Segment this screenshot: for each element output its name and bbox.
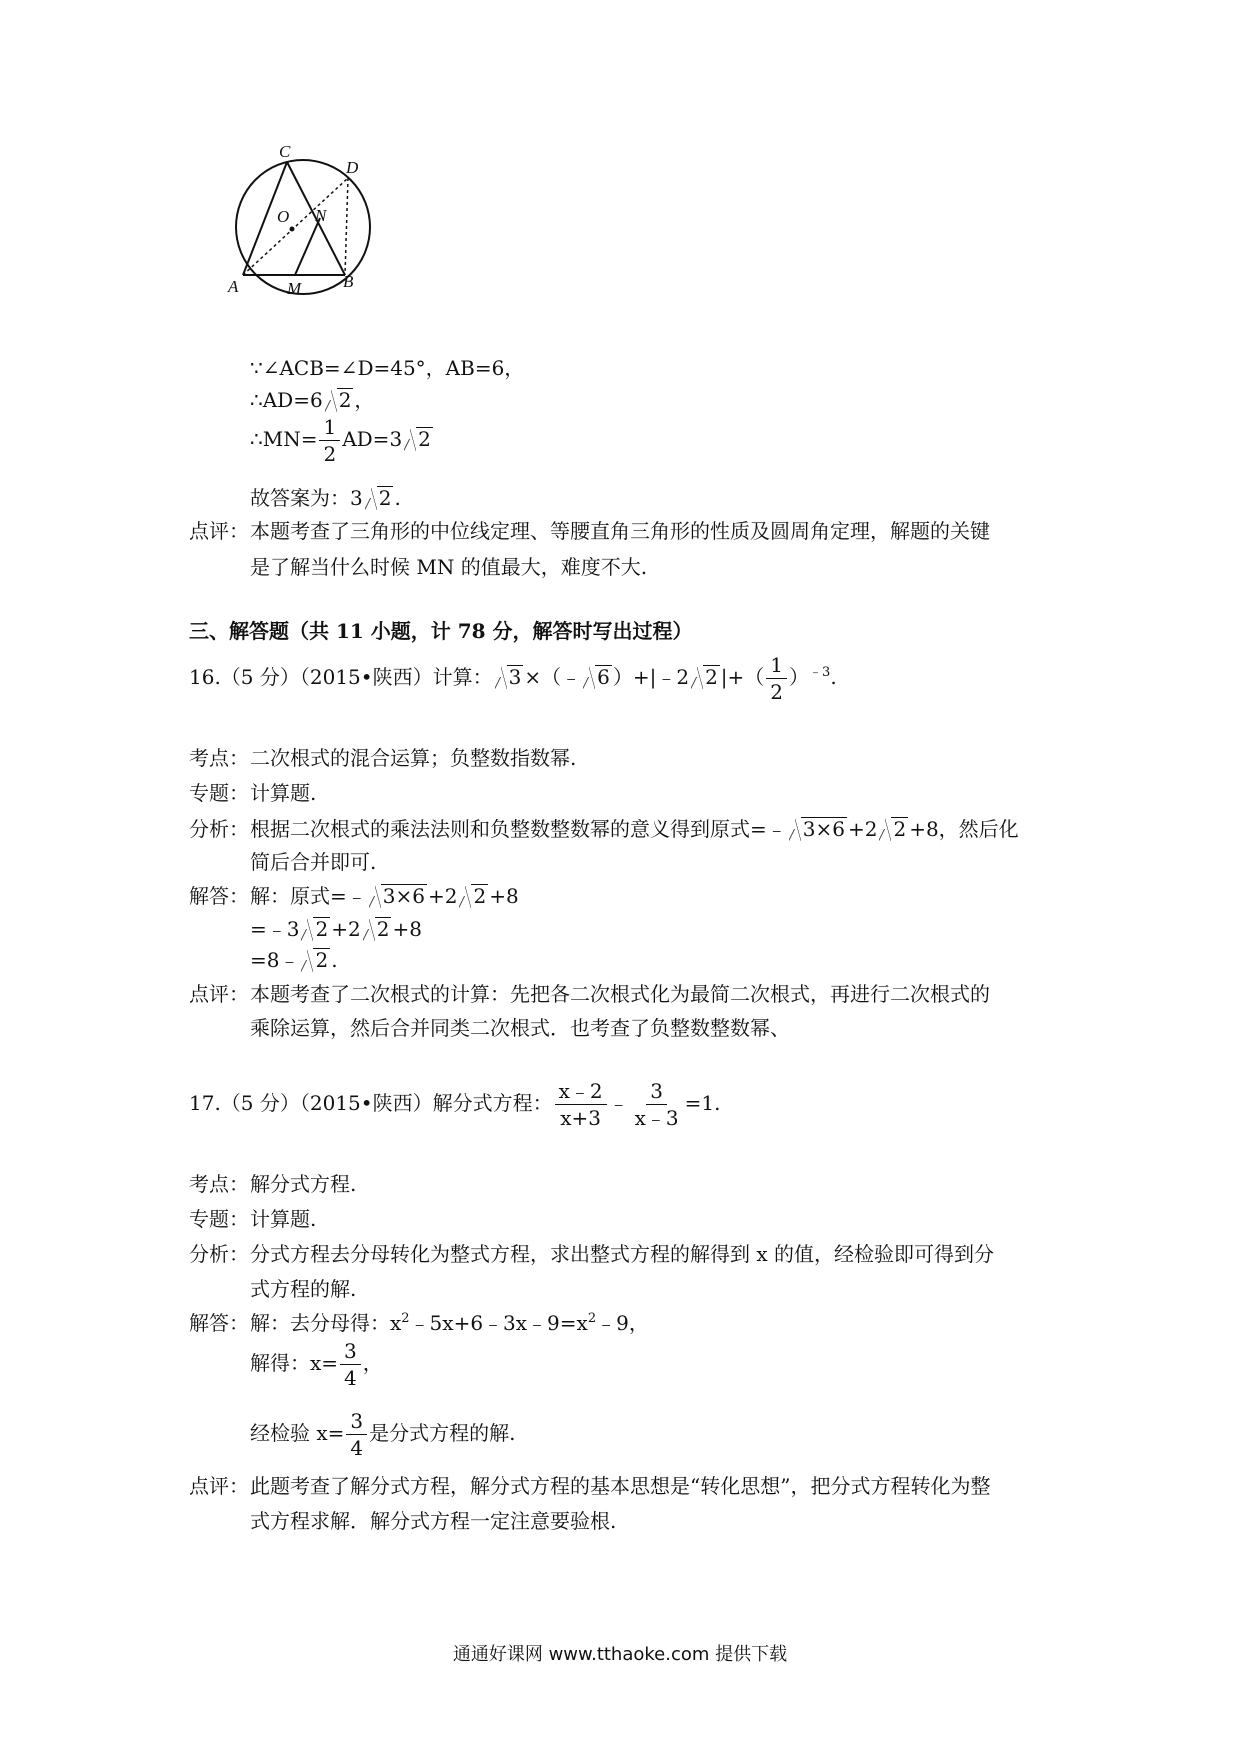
q16-solution-line-3: =8﹣ 2 . bbox=[250, 948, 338, 972]
q17-solution-line-3: 经检验 x= $\frac{3}{4}$ 是分式方程的解. bbox=[250, 1409, 516, 1460]
q16-solution-line-2: =﹣3 2 +2 2 +8 bbox=[250, 917, 422, 941]
prev-line-3: ∴MN= $\frac{1}{2}$ AD=3 2 bbox=[250, 415, 431, 466]
prev-comment-line-2: 是了解当什么时候 MN 的值最大，难度不大. bbox=[250, 555, 648, 579]
q16-jieda-label: 解答： bbox=[189, 884, 249, 908]
label-o: O bbox=[277, 207, 290, 226]
label-m: M bbox=[287, 279, 302, 298]
section-heading: 三、解答题（共 11 小题，计 78 分，解答时写出过程） bbox=[189, 619, 693, 643]
q16-zhuanti: 计算题. bbox=[250, 781, 317, 805]
prev-line-1: ∵∠ACB=∠D=45°，AB=6， bbox=[250, 356, 525, 380]
label-a: A bbox=[228, 277, 239, 296]
q16-kaodian-label: 考点： bbox=[189, 746, 249, 770]
q17-stem: 17.（5 分）（2015•陕西）解分式方程： $\frac{x﹣2}{x+3}$ ﹣ $\frac{3}{x﹣3}$ =1. bbox=[189, 1079, 721, 1130]
q17-dianping-line-1: 此题考查了解分式方程，解分式方程的基本思想是“转化思想”，把分式方程转化为整 bbox=[250, 1474, 991, 1498]
sqrt-symbol: 2 bbox=[301, 917, 330, 941]
fraction: $\frac{3}{4}$ bbox=[346, 1408, 367, 1461]
fraction: $\frac{1}{2}$ bbox=[319, 414, 340, 467]
q16-fenxi-line-1: 根据二次根式的乘法法则和负整数整数幂的意义得到原式=﹣ 3×6 +2 2 +8，然后化 bbox=[250, 817, 1019, 841]
q17-fenxi-label: 分析： bbox=[189, 1242, 249, 1266]
sqrt-symbol: 6 bbox=[583, 665, 612, 689]
prev-line-4: 故答案为：3 2 . bbox=[250, 486, 401, 510]
sqrt-symbol: 3 bbox=[495, 665, 524, 689]
q17-zhuanti-label: 专题： bbox=[189, 1207, 249, 1231]
fraction: $\frac{1}{2}$ bbox=[766, 652, 787, 705]
q16-kaodian: 二次根式的混合运算；负整数指数幂. bbox=[250, 746, 577, 770]
label-b: B bbox=[343, 272, 354, 291]
page-footer: 通通好课网 www.tthaoke.com 提供下载 bbox=[452, 1644, 788, 1665]
prev-comment-label: 点评： bbox=[189, 519, 249, 543]
sqrt-symbol: 3×6 bbox=[369, 884, 427, 908]
prev-comment-line-1: 本题考查了三角形的中位线定理、等腰直角三角形的性质及圆周角定理，解题的关键 bbox=[250, 519, 990, 543]
segment-ad-dotted bbox=[243, 178, 348, 275]
q17-fenxi-line-1: 分式方程去分母转化为整式方程，求出整式方程的解得到 x 的值，经检验即可得到分 bbox=[250, 1242, 994, 1266]
sqrt-symbol: 2 bbox=[691, 665, 720, 689]
sqrt-symbol: 2 bbox=[363, 917, 392, 941]
q17-zhuanti: 计算题. bbox=[250, 1207, 317, 1231]
q17-fenxi-line-2: 式方程的解. bbox=[250, 1277, 357, 1301]
label-d: D bbox=[346, 158, 359, 177]
q16-dianping-line-2: 乘除运算，然后合并同类二次根式．也考查了负整数整数幂、 bbox=[250, 1016, 790, 1040]
q17-kaodian-label: 考点： bbox=[189, 1172, 249, 1196]
q16-solution-line-1: 解：原式=﹣ 3×6 +2 2 +8 bbox=[250, 884, 519, 908]
fraction: $\frac{3}{4}$ bbox=[340, 1338, 361, 1391]
q16-fenxi-line-2: 简后合并即可. bbox=[250, 850, 377, 874]
sqrt-symbol: 2 bbox=[459, 884, 488, 908]
label-c: C bbox=[279, 142, 291, 161]
fraction: $\frac{x﹣2}{x+3}$ bbox=[555, 1078, 607, 1131]
sqrt-symbol: 2 bbox=[301, 948, 330, 972]
sqrt-symbol: 2 bbox=[325, 388, 354, 412]
q17-jieda-label: 解答： bbox=[189, 1311, 249, 1335]
center-point-o bbox=[290, 227, 295, 232]
q16-fenxi-label: 分析： bbox=[189, 817, 249, 841]
q16-dianping-line-1: 本题考查了二次根式的计算：先把各二次根式化为最简二次根式，再进行二次根式的 bbox=[250, 982, 990, 1006]
q17-solution-line-1: 解：去分母得：$x^2﹣5x+6﹣3x﹣9=x^2﹣9$， bbox=[250, 1311, 649, 1335]
q16-dianping-label: 点评： bbox=[189, 982, 249, 1006]
sqrt-symbol: 2 bbox=[879, 817, 908, 841]
q17-dianping-label: 点评： bbox=[189, 1474, 249, 1498]
segment-mn bbox=[295, 218, 320, 275]
prev-line-2: ∴AD=6 2 ， bbox=[250, 388, 375, 412]
circle-geometry-figure bbox=[225, 140, 405, 300]
label-n: N bbox=[315, 206, 327, 225]
q17-dianping-line-2: 式方程求解．解分式方程一定注意要验根. bbox=[250, 1509, 617, 1533]
segment-db-dotted bbox=[345, 178, 348, 275]
q16-stem: 16.（5 分）（2015•陕西）计算： 3 ×（﹣ 6 ）+|﹣2 2 |+（ $\frac{1}{2}$ ）$^{﹣3}$. bbox=[189, 653, 837, 704]
sqrt-symbol: 2 bbox=[404, 427, 433, 451]
q16-zhuanti-label: 专题： bbox=[189, 781, 249, 805]
fraction: $\frac{3}{x﹣3}$ bbox=[634, 1079, 679, 1130]
sqrt-symbol: 2 bbox=[365, 486, 394, 510]
q17-solution-line-2: 解得：x= $\frac{3}{4}$ ， bbox=[250, 1339, 383, 1390]
sqrt-symbol: 3×6 bbox=[789, 817, 847, 841]
q17-kaodian: 解分式方程. bbox=[250, 1172, 357, 1196]
